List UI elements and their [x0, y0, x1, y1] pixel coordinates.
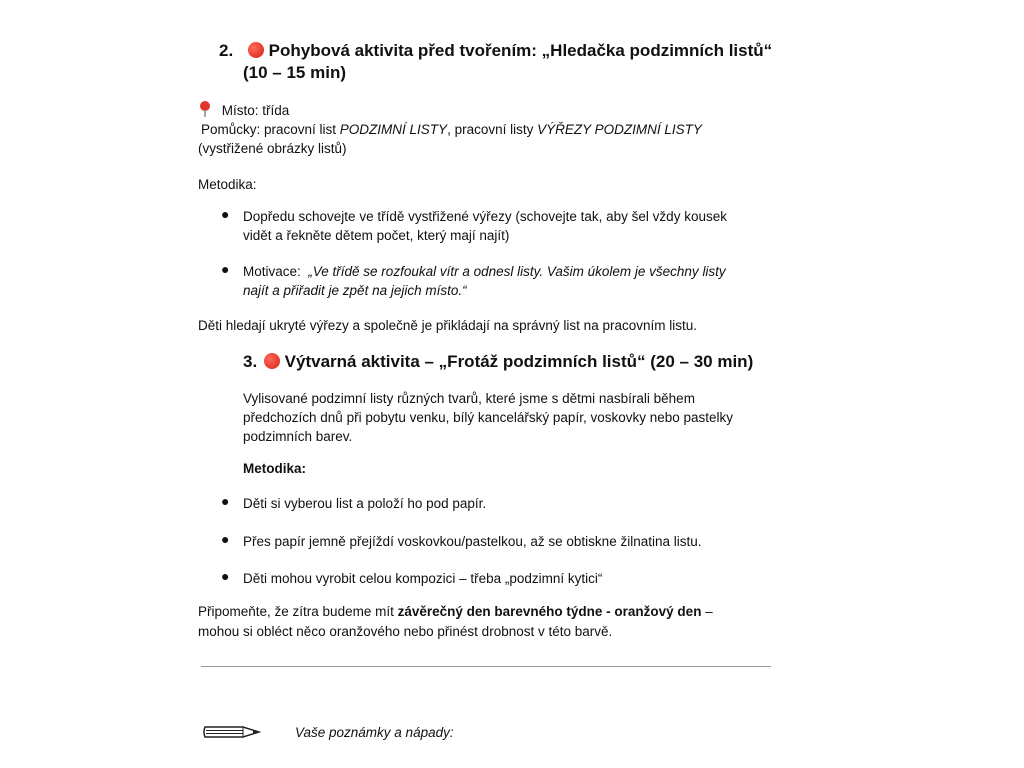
materials-line-2: předchozích dnů při pobytu venku, bílý kancelářský papír, voskovky nebo pastelky	[243, 410, 734, 425]
bullet-icon: ●	[221, 568, 230, 584]
divider	[201, 666, 771, 667]
reminder-bold: závěrečný den barevného týdne - oranžový den	[397, 604, 702, 619]
section-number: 3.	[243, 352, 258, 371]
bullet-icon: ●	[221, 493, 230, 509]
summary-text: Děti hledají ukryté výřezy a společně je přikládají na správný list na pracovním listu.	[198, 318, 697, 333]
place-text: Místo: třída	[221, 103, 290, 118]
tools-line	[201, 120, 702, 139]
motivation-text: „Ve třídě se rozfoukal vítr a odnesl listy. Vašim úkolem je všechny listy	[308, 264, 726, 279]
section-number: 2.	[219, 41, 234, 60]
bullet-2-line-1	[243, 262, 726, 281]
list-item: Děti si vyberou list a položí ho pod papír.	[243, 496, 487, 511]
notes-label: Vaše poznámky a nápady:	[295, 725, 454, 740]
tools-item-2: VÝŘEZY PODZIMNÍ LISTY	[537, 122, 702, 137]
section-3-heading	[243, 351, 753, 373]
section-duration: (10 – 15 min)	[243, 63, 346, 82]
materials-line-3: podzimních barev.	[243, 429, 353, 444]
list-item: Přes papír jemně přejíždí voskovkou/pastelkou, až se obtiskne žilnatina listu.	[243, 534, 702, 549]
bullet-1-line-2: vidět a řekněte dětem počet, který mají najít)	[243, 228, 510, 243]
tools-prefix: Pomůcky: pracovní list	[201, 122, 340, 137]
reminder-suffix: –	[701, 604, 713, 619]
bullet-icon: ●	[221, 531, 230, 547]
tools-item-1: PODZIMNÍ LISTY	[339, 122, 448, 137]
red-circle-icon	[264, 353, 280, 369]
bullet-icon: ●	[221, 261, 230, 277]
section-2-heading	[219, 40, 772, 62]
motivation-label: Motivace:	[243, 264, 309, 279]
tools-mid: , pracovní listy	[447, 122, 538, 137]
red-circle-icon	[248, 42, 264, 58]
tools-suffix: (vystřižené obrázky listů)	[198, 141, 347, 156]
pencil-icon	[203, 724, 261, 740]
materials-line-1: Vylisované podzimní listy různých tvarů, které jsme s dětmi nasbírali během	[243, 391, 695, 406]
bullet-icon: ●	[221, 206, 230, 222]
bullet-2-line-2	[243, 281, 467, 300]
methodics-label: Metodika:	[198, 177, 257, 192]
section-title: Pohybová aktivita před tvořením: „Hledačka podzimních listů“	[268, 41, 773, 60]
reminder-line-2: mohou si obléct něco oranžového nebo přinést drobnost v této barvě.	[198, 624, 613, 639]
list-item: Děti mohou vyrobit celou kompozici – třeba „podzimní kytici“	[243, 571, 603, 586]
reminder-prefix: Připomeňte, že zítra budeme mít	[198, 604, 398, 619]
methodics-label: Metodika:	[243, 461, 307, 476]
bullet-1-line-1: Dopředu schovejte ve třídě vystřižené výřezy (schovejte tak, aby šel vždy kousek	[243, 209, 727, 224]
map-pin-icon	[198, 100, 212, 118]
motivation-text-2: najít a přiřadit je zpět na jejich místo.“	[243, 283, 467, 298]
reminder-line-1	[198, 602, 713, 621]
place-line	[198, 100, 289, 120]
section-title: Výtvarná aktivita – „Frotáž podzimních listů“ (20 – 30 min)	[284, 352, 754, 371]
